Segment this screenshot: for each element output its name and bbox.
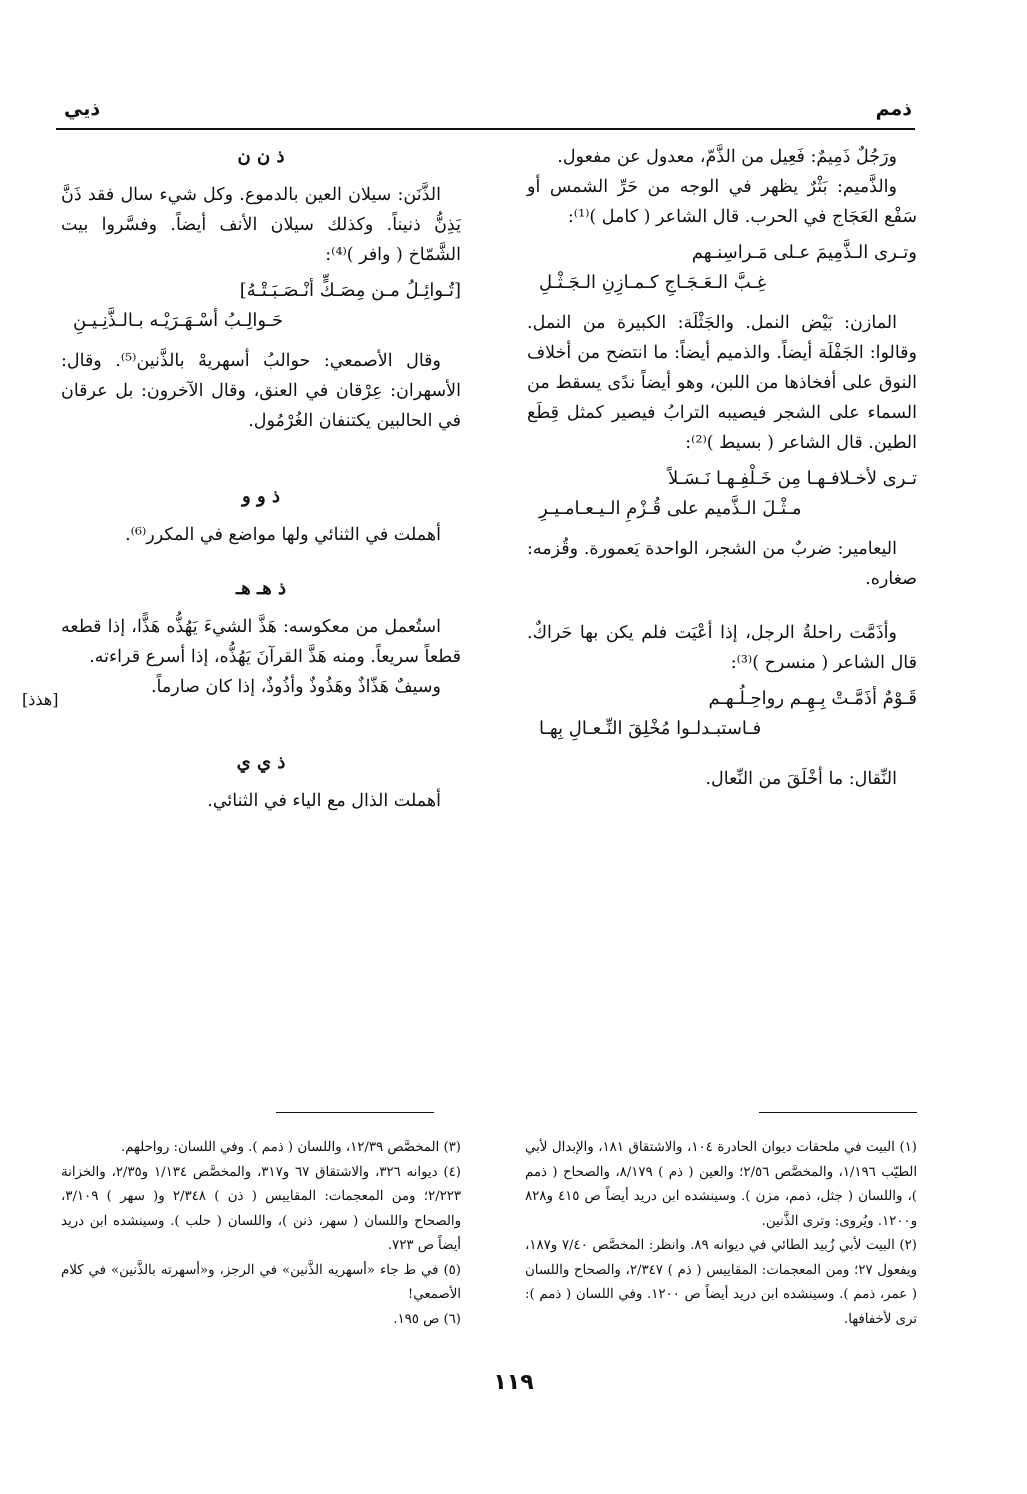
footnote: (١) البيت في ملحقات ديوان الحادرة ١٠٤، والاشتقاق ١٨١، والإبدال لأبي الطيّب ١/١٩٦، والمخصَّص ٢/٥٦؛ والعين ( ذم ) ٨/١٧٩، والصحاح ( ذمم )، واللسان ( جثل، ذمم، مزن ). وسينشده ابن دريد أيضاً ص ٤١٥ و٨٢٨ و١٢٠٠. ويُروى: وترى الذَّنين. [525, 1140, 918, 1229]
footnotes-left [61, 1136, 461, 1332]
footnote: (٣) المخصَّص ١٢/٣٩، واللسان ( ذمم ). وفي اللسان: رواحلهم. [120, 1140, 461, 1155]
running-head-left: ذيي [64, 98, 101, 120]
verse-hemistich-2: مـثْـلَ الـذَّميم على قُـزْمِ الـيـعـامـيـرِ [539, 498, 802, 519]
paragraph: والذَّميم: بَثْرٌ يظهر في الوجه من حَرِّ الشمس أو سَفْع العَجَاج في الحرب. قال الشاعر ( كامل )⁽¹⁾: [527, 177, 917, 227]
paragraph: النِّقال: ما أخْلَقَ من النِّعال. [705, 769, 897, 789]
verse [61, 276, 461, 336]
paragraph: المازن: بَيْض النمل. والجَثْلَة: الكبيرة من النمل. وقالوا: الجَفْلَة أيضاً. والذميم أيضاً: ما انتضح من أخلاف النوق على أفخاذها من اللبن، وهو أيضاً ندًى يسقط من السماء على الشجر فيصيبه الترابُ فيصير كمثل قِطَع الطين. قال الشاعر ( بسيط )⁽²⁾: [527, 313, 917, 453]
paragraph: الذَّنَن: سيلان العين بالدموع. وكل شيء سال فقد ذَنَّ يَذِنُّ ذنيناً. وكذلك سيلان الأنف أيضاً. وفسَّروا بيت الشَّمّاخ ( وافر )⁽⁴⁾: [61, 185, 461, 265]
verse-hemistich-1: قَـوْمٌ أذَمَّـتْ بِـهِـم رواحِـلُـهـم [708, 688, 917, 709]
verse-hemistich-2: فـاستبـدلـوا مُخْلِقَ النِّـعـالِ بِهـا [539, 718, 762, 739]
footnote-rule-right [759, 1112, 917, 1113]
root-heading: ذ ي ي [236, 752, 286, 773]
paragraph: اليعامير: ضربٌ من الشجر، الواحدة يَعمورة. وقُزمه: صغاره. [527, 539, 917, 589]
verse [527, 464, 917, 524]
verse [527, 238, 917, 298]
paragraph: أهملت الذال مع الياء في الثنائي. [207, 791, 441, 811]
margin-root-tag: [هذذ] [22, 690, 59, 709]
header-rule [56, 128, 915, 130]
left-column [61, 142, 461, 816]
running-head-right: ذمم [875, 98, 912, 120]
paragraph: ورَجُلٌ ذَمِيمٌ: فَعِيل من الذَّمّ، معدول عن مفعول. [557, 147, 897, 167]
footnote: (٤) ديوانه ٣٢٦، والاشتقاق ٦٧ و٣١٧، والمخصَّص ١/١٣٤ و٢/٣٥، والخزانة ٢/٢٢٣؛ ومن المعجمات: المقاييس ( ذن ) ٢/٣٤٨ و( سهر ) ٣/١٠٩، والصحاح واللسان ( سهر، ذنن )، واللسان ( حلب ). وسينشده ابن دريد أيضاً ص ٧٢٣. [61, 1164, 462, 1253]
verse-hemistich-2: غِـبَّ الـعَـجَـاجِ كـمـازِنِ الـجَـثْـلِ [539, 272, 767, 293]
root-heading: ذ ن ن [237, 146, 285, 167]
footnotes-right [525, 1136, 917, 1332]
footnote: (٥) في ط جاء «أسهريه الذَّنين» في الرجز، و«أسهرته بالذَّنين» في كلام الأصمعي! [61, 1262, 461, 1302]
root-heading: ذ و و [242, 486, 280, 507]
paragraph: وقال الأصمعي: حوالبُ أسهريهْ بالذَّنين⁽⁵⁾. وقال: الأسهران: عِرْقان في العنق، وقال الآخرون: بل عرقان في الحالبين يكتنفان الغُرْمُول. [61, 351, 461, 431]
footnote-rule-left [276, 1112, 434, 1113]
page-number: ١١٩ [493, 1370, 534, 1395]
footnote: (٦) ص ١٩٥. [393, 1311, 461, 1327]
paragraph: استُعمل من معكوسه: هَذَّ الشيءَ يَهُذُّه هَذًّا، إذا قطعه قطعاً سريعاً. ومنه هَذَّ القرآنَ يَهُذُّه، إذا أسرع قراءته. [61, 617, 461, 667]
paragraph: وأذَمَّت راحلةُ الرجل، إذا أعْيَت فلم يكن بها حَراكٌ. قال الشاعر ( منسرح )⁽³⁾: [527, 623, 917, 673]
paragraph: وسيفٌ هَذّاذٌ وهَذُوذٌ وأذُوذٌ، إذا كان صارماً. [150, 677, 441, 697]
root-heading: ذ هـ هـ [235, 578, 287, 599]
verse [527, 684, 917, 744]
verse-hemistich-1: وتـرى الـذَّمِيمَ عـلى مَـراسِنـهم [691, 242, 917, 263]
paragraph: أهملت في الثنائي ولها مواضع في المكرر⁽⁶⁾. [125, 525, 441, 545]
verse-hemistich-1: [تُـوائِـلُ مـن مِصَـكٍّ أنْـصَـبَـتْـهُ] [239, 280, 461, 301]
verse-hemistich-1: تـرى لأخـلافـهـا مِن خَـلْفِـهـا نَـسَـلاً [667, 468, 917, 489]
footnote: (٢) البيت لأبي زُبيد الطائي في ديوانه ٨٩. وانظر: المخصَّص ٧/٤٠ و١٨٧، ويفعول ٢٧؛ ومن المعجمات: المقاييس ( ذم ) ٢/٣٤٧، والصحاح واللسان ( عمر، ذمم ). وسينشده ابن دريد أيضاً ص ١٢٠٠. وفي اللسان ( ذمم ): ترى لأخفافها. [525, 1238, 918, 1327]
verse-hemistich-2: حَـوالِـبُ أسْـهَـرَيْـه بـالـذَّنِـيـنِ [73, 310, 284, 331]
right-column [527, 142, 917, 794]
